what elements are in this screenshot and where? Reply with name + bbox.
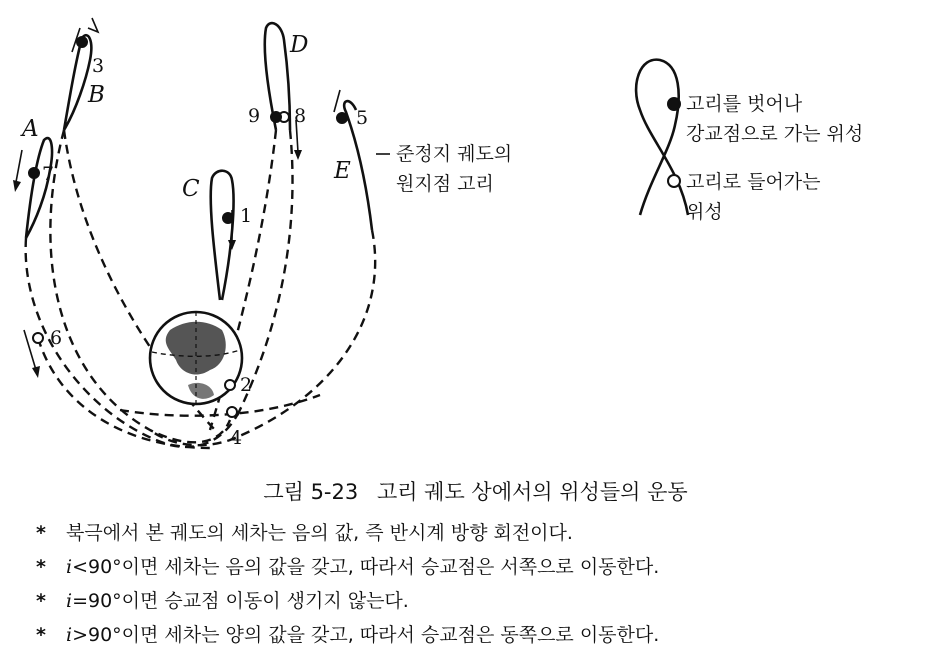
note-text: 북극에서 본 궤도의 세차는 음의 값, 즉 반시계 방향 회전이다.	[66, 522, 573, 544]
legend-entering-line-1: 고리로 들어가는	[686, 171, 821, 193]
sat-num-5: 5	[356, 107, 369, 129]
sat-num-7: 7	[42, 163, 55, 185]
sat-num-4: 4	[230, 427, 243, 449]
satellite-9	[271, 112, 281, 122]
satellite-6	[33, 333, 43, 343]
note-bullet: *	[36, 556, 46, 578]
notes-list	[36, 516, 936, 652]
note-bullet: *	[36, 590, 46, 612]
arrow-a	[16, 150, 22, 182]
note-item	[36, 550, 936, 584]
note-item	[36, 584, 936, 618]
arrow-e	[334, 90, 340, 112]
annotation-line-1: 준정지 궤도의	[396, 143, 513, 165]
note-bullet: *	[36, 522, 46, 544]
legend-loop	[636, 60, 688, 215]
note-variable: i	[66, 556, 73, 578]
caption-label: 그림 5-23	[263, 480, 359, 504]
note-item	[36, 618, 936, 652]
sat-num-2: 2	[240, 374, 253, 396]
legend-leaving-line-2: 강교점으로 가는 위성	[686, 123, 864, 145]
orbit-loop-c	[211, 171, 234, 300]
legend-open-satellite	[668, 175, 680, 187]
note-variable: i	[66, 624, 73, 646]
satellite-2	[225, 380, 235, 390]
arrowhead-a	[13, 180, 21, 192]
note-bullet: *	[36, 624, 46, 646]
sat-num-8: 8	[294, 105, 307, 127]
note-item	[36, 516, 936, 550]
orbit-label-d: D	[290, 32, 309, 58]
note-variable: i	[66, 590, 73, 612]
orbit-label-b: B	[88, 82, 105, 108]
figure-caption	[0, 476, 951, 506]
satellite-7	[29, 168, 39, 178]
annotation-line-2: 원지점 고리	[396, 173, 494, 195]
legend-filled-satellite	[668, 98, 680, 110]
orbit-label-c: C	[182, 176, 200, 202]
caption-title: 고리 궤도 상에서의 위성들의 운동	[376, 480, 688, 504]
arrowhead-d	[294, 150, 302, 160]
legend-entering-line-2: 위성	[686, 201, 723, 223]
orbit-label-e: E	[334, 158, 351, 184]
note-text: >90°이면 세차는 양의 값을 갖고, 따라서 승교점은 동쪽으로 이동한다.	[72, 624, 660, 646]
orbit-loop-a	[26, 138, 55, 238]
satellite-3	[77, 37, 87, 47]
arrowhead-6	[32, 366, 40, 378]
note-text: <90°이면 세차는 음의 값을 갖고, 따라서 승교점은 서쪽으로 이동한다.	[72, 556, 660, 578]
sat-num-6: 6	[50, 327, 63, 349]
satellite-4	[227, 407, 237, 417]
note-text: =90°이면 승교점 이동이 생기지 않는다.	[72, 590, 409, 612]
legend-leaving-line-1: 고리를 벗어나	[686, 93, 803, 115]
sat-num-3: 3	[92, 55, 105, 77]
arrow-b-head	[88, 18, 98, 32]
sat-num-9: 9	[248, 105, 261, 127]
satellite-5	[337, 113, 347, 123]
orbit-label-a: A	[22, 116, 39, 142]
sat-num-1: 1	[240, 205, 253, 227]
